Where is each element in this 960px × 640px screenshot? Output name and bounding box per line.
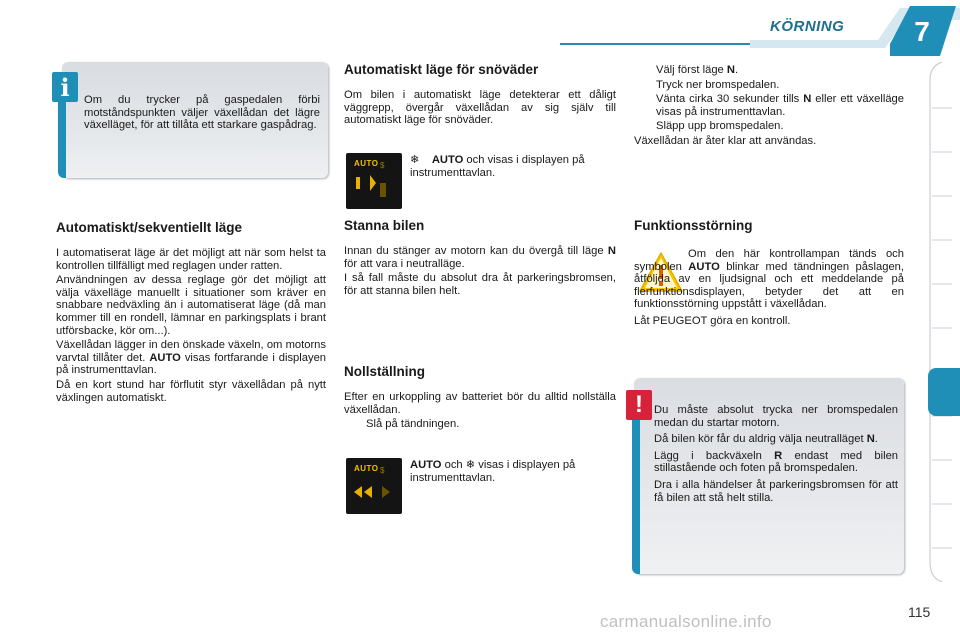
text-span: eller ett växelläge visas på instrumenttavlan. [656, 93, 905, 118]
snow-gear-icon [346, 153, 402, 209]
heading-reset: Nollställning [344, 364, 425, 379]
section-automatic-sequential [56, 220, 326, 406]
snowflake-icon: $ [380, 466, 385, 475]
text-span: . [734, 64, 739, 76]
paragraph [344, 245, 616, 270]
hand-pointer-icon [344, 418, 366, 431]
snow-caption [410, 154, 616, 179]
section-stop-car [344, 218, 616, 299]
paragraph: Växellådan är åter klar att användas. [634, 134, 817, 147]
list-item-text [656, 93, 904, 118]
heading-automatic-sequential: Automatiskt/sekventiellt läge [56, 220, 243, 235]
list-item-text [656, 64, 738, 77]
list-item-text: Tryck ner bromspedalen. [656, 78, 780, 91]
header-band [560, 0, 960, 60]
paragraph [634, 248, 904, 311]
warning-exclamation-icon: ! [626, 390, 652, 420]
text-span: för att vara i neutralläge. [344, 257, 465, 270]
auto-term: AUTO [149, 351, 181, 364]
text-span: endast med bilen stillastående och foten på bromspedalen. [654, 449, 899, 475]
display-reset-image [346, 458, 402, 514]
text-span: Då bilen kör får du aldrig välja neutralläget [654, 433, 864, 446]
text-span: Vänta cirka 30 sekunder tills [656, 93, 800, 106]
auto-term: AUTO [688, 260, 720, 273]
list-item [634, 64, 904, 77]
reset-gear-icon [346, 458, 402, 514]
list-item [344, 418, 616, 431]
text-span: visas i displayen på instrumenttavlan. [410, 459, 576, 484]
gear-n-term: N [866, 433, 875, 446]
paragraph [654, 433, 898, 446]
list-item-text: Släpp upp bromspedalen. [656, 120, 784, 133]
watermark: carmanualsonline.info [600, 612, 772, 631]
text-span: blinkar med tändningen påslagen, åtföljda av en ljudsignal och ett meddelande på flerfunktionsdisplayen, betyder det att en funktionsstörning uppstått i växellådan. [634, 260, 905, 311]
section-reset-steps [634, 64, 904, 150]
section-snow-mode [344, 62, 616, 129]
hand-pointer-icon [634, 120, 656, 133]
paragraph: I så fall måste du absolut dra åt parkeringsbromsen, för att stanna bilen helt. [344, 272, 616, 297]
text-span: och [444, 459, 463, 471]
display-snow-image [346, 153, 402, 209]
display-auto-label: AUTO [354, 464, 379, 473]
hand-pointer-icon [634, 64, 656, 77]
paragraph: I automatiserat läge är det möjligt att när som helst ta kontrollen tillfälligt med reglagen under ratten. [56, 247, 326, 272]
text-span: Växellådan lägger in den önskade växeln, om motorns varvtal tillåter det. [56, 339, 326, 364]
snowflake-icon: $ [380, 161, 385, 170]
info-stripe [58, 100, 66, 178]
text-span: Innan du stänger av motorn kan du övergå till läge [344, 245, 604, 257]
text-span: . [874, 433, 878, 446]
paragraph [56, 339, 326, 377]
fault-text [634, 248, 904, 328]
info-note-text: Om du trycker på gaspedalen förbi motståndspunkten väljer växellådan det lägre växelläget, för att tillåta ett starkare gaspådrag. [84, 94, 320, 132]
list-item [634, 120, 904, 133]
heading-fault: Funktionsstörning [634, 218, 753, 233]
snowflake-icon: ❄ [410, 154, 420, 166]
paragraph: Om bilen i automatiskt läge detekterar ett dåligt väggrepp, övergår växellådan av sig själv till automatiskt läge för snöväder. [344, 89, 616, 127]
warning-stripe [632, 418, 640, 574]
page-number: 115 [908, 604, 931, 620]
paragraph: Efter en urkoppling av batteriet bör du alltid nollställa växellådan. [344, 391, 616, 416]
paragraph: Dra i alla händelser åt parkeringsbromsen för att få bilen att stå helt stilla. [654, 478, 898, 504]
chapter-number: 7 [914, 16, 930, 47]
paragraph: Du måste absolut trycka ner bromspedalen medan du startar motorn. [654, 404, 898, 429]
hand-pointer-icon [634, 93, 656, 118]
paragraph: Användningen av dessa reglage gör det möjligt att välja växelläge manuellt i situationer som kräver en snabbare nedväxling än i automatiserat läge (då man kommer till en rondell, lämnar en parkingsplats i brant utförsbacke, kör om...). [56, 274, 326, 337]
display-auto-label: AUTO [354, 159, 379, 168]
gear-n-term: N [726, 64, 735, 76]
auto-term: AUTO [431, 154, 464, 166]
reset-caption [410, 459, 616, 484]
auto-term: AUTO [410, 459, 442, 471]
list-item-text: Slå på tändningen. [366, 418, 460, 431]
text-span: Om den här kontrollampan tänds och symbolen [634, 248, 904, 273]
text-span: och visas i displayen på instrumenttavlan. [410, 154, 585, 179]
heading-stop-car: Stanna bilen [344, 218, 425, 233]
list-item [634, 93, 904, 118]
heading-snow-mode: Automatiskt läge för snöväder [344, 62, 539, 77]
warning-note-box [634, 378, 904, 574]
section-fault [634, 218, 904, 245]
section-reset [344, 364, 616, 433]
gear-n-term: N [803, 93, 812, 106]
paragraph: Då en kort stund har förflutit styr växellådan på nytt växlingen automatiskt. [56, 378, 326, 404]
chapter-title: KÖRNING [770, 18, 845, 35]
paragraph: Låt PEUGEOT göra en kontroll. [634, 314, 791, 327]
text-span: visas fortfarande i displayen på instrumenttavlan. [56, 351, 327, 377]
paragraph [654, 450, 898, 475]
warning-note-text [654, 404, 898, 508]
gear-n-term: N [607, 245, 616, 257]
hand-pointer-icon [634, 79, 656, 92]
list-item [634, 79, 904, 92]
gear-r-term: R [774, 449, 783, 462]
info-note-box [62, 62, 328, 178]
info-icon: i [52, 72, 78, 102]
text-span: Välj först läge [656, 64, 724, 76]
snowflake-icon: ❄ [465, 459, 476, 471]
chapter-tabs [922, 62, 960, 582]
text-span: Lägg i backväxeln [654, 449, 762, 462]
